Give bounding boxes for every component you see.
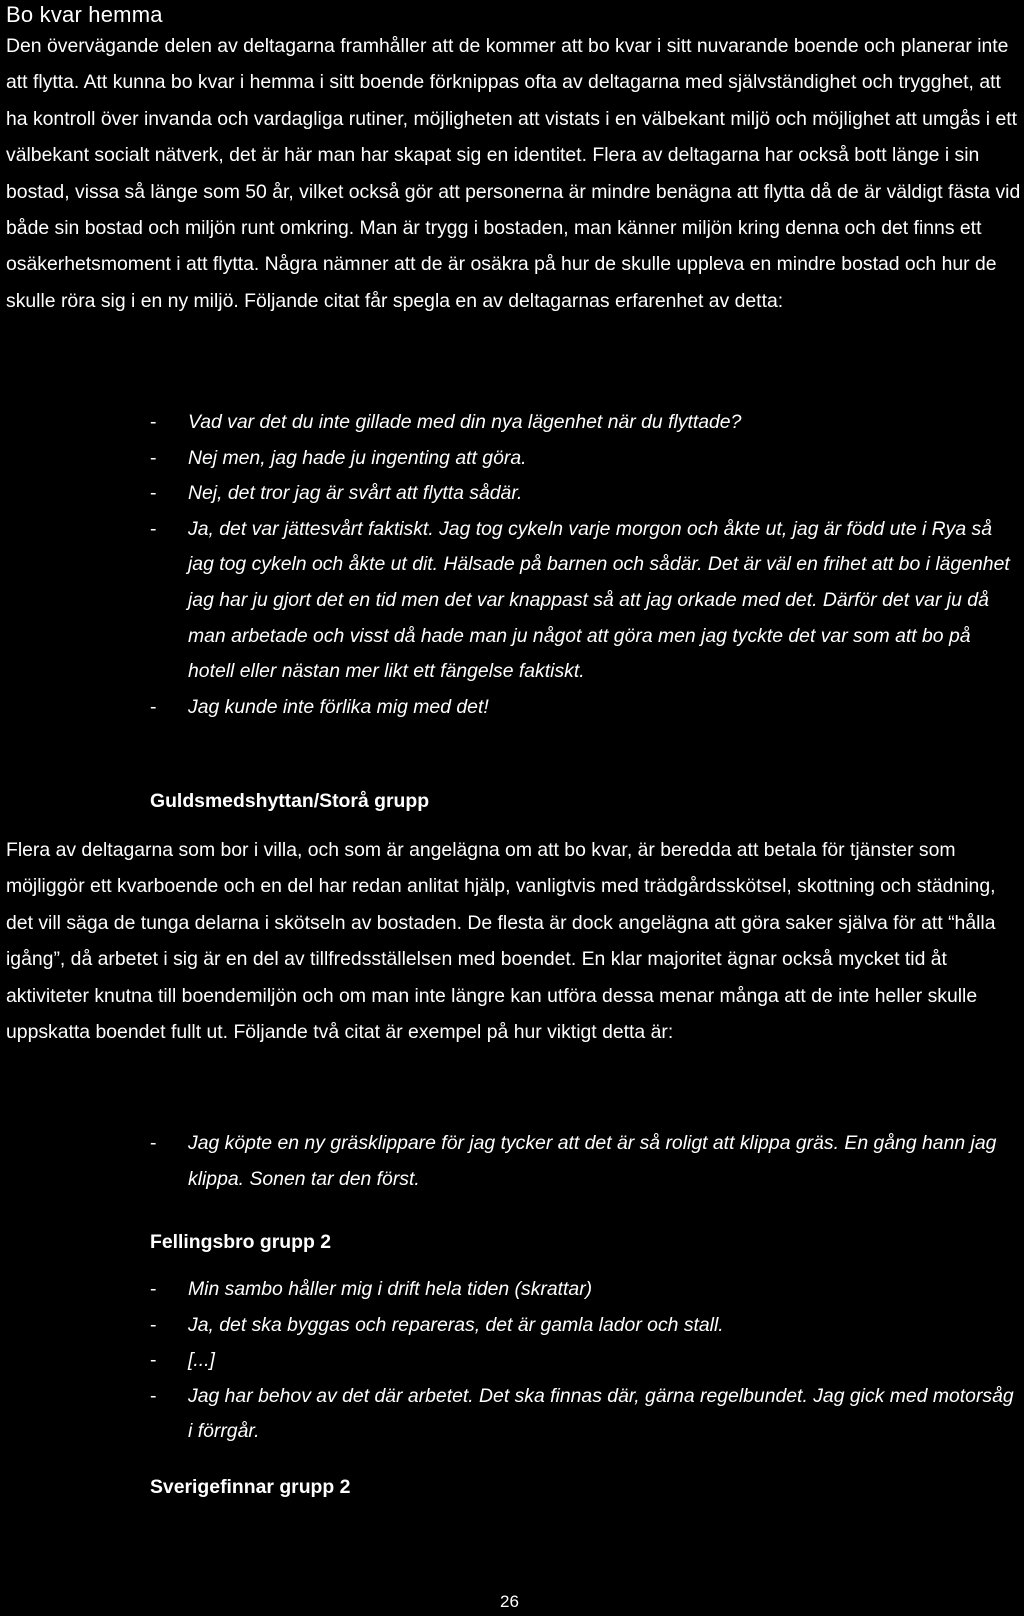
quote-list-1: [148, 405, 1018, 725]
quote-item: - Ja, det ska byggas och repareras, det är gamla lador och stall.: [148, 1308, 1018, 1344]
quote-item: - Nej, det tror jag är svårt att flytta sådär.: [148, 476, 1018, 512]
quote-list-3: [148, 1272, 1018, 1450]
body-paragraph-2: Flera av deltagarna som bor i villa, och som är angelägna om att bo kvar, är beredda att betala för tjänster som möjliggör ett kvarboende och en del har redan anlitat hjälp, vanligtvis med trädgårdsskötsel, skottning och städning, det vill säga de tunga delarna i skötseln av bostaden. De flesta är dock angelägna att göra saker själva för att “hålla igång”, då arbetet i sig är en del av tillfredsställelsen med boendet. En klar majoritet ägnar också mycket tid åt aktiviteter knutna till boendemiljön och om man inte längre kan utföra dessa menar många att de inte heller skulle uppskatta boendet fullt ut. Följande två citat är exempel på hur viktigt detta är:: [6, 839, 996, 1044]
quote-item: - Jag köpte en ny gräsklippare för jag tycker att det är så roligt att klippa gräs. En gång hann jag klippa. Sonen tar den först.: [148, 1126, 1018, 1197]
quote-item: - Ja, det var jättesvårt faktiskt. Jag tog cykeln varje morgon och åkte ut, jag är född ute i Rya så jag tog cykeln och åkte ut dit. Hälsade på barnen och sådär. Det är väl en frihet att bo i lägenhet jag har ju gjort det en tid men det var knappast så att jag orkade med det. Därför det var ju då man arbetade och visst då hade man ju något att göra men jag tyckte det var som att bo på hotell eller nästan mer likt ett fängelse faktiskt.: [148, 512, 1018, 690]
group-label-3: Sverigefinnar grupp 2: [150, 1476, 351, 1498]
section-heading: Bo kvar hemma: [6, 2, 163, 27]
body-paragraph-1: Den övervägande delen av deltagarna framhåller att de kommer att bo kvar i sitt nuvarande boende och planerar inte att flytta. Att kunna bo kvar i hemma i sitt boende förknippas ofta av deltagarna med självständighet och trygghet, att ha kontroll över invanda och vardagliga rutiner, möjligheten att vistats i en välbekant miljö och möjlighet att umgås i ett välbekant socialt nätverk, det är här man har skapat sig en identitet. Flera av deltagarna har också bott länge i sin bostad, vissa så länge som 50 år, vilket också gör att personerna är mindre benägna att flytta då de är väldigt fästa vid både sin bostad och miljön runt omkring. Man är trygg i bostaden, man känner miljön kring denna och det finns ett osäkerhetsmoment i att flytta. Några nämner att de är osäkra på hur de skulle uppleva en mindre bostad och hur de skulle röra sig i en ny miljö. Följande citat får spegla en av deltagarnas erfarenhet av detta:: [6, 35, 1021, 312]
quote-item: - Min sambo håller mig i drift hela tiden (skrattar): [148, 1272, 1018, 1308]
quote-item: - Nej men, jag hade ju ingenting att göra.: [148, 441, 1018, 477]
quote-list-2: [148, 1126, 1018, 1197]
quote-item: - Jag kunde inte förlika mig med det!: [148, 690, 1018, 726]
quote-item: - Vad var det du inte gillade med din nya lägenhet när du flyttade?: [148, 405, 1018, 441]
group-label-2: Fellingsbro grupp 2: [150, 1231, 331, 1253]
group-label-1: Guldsmedshyttan/Storå grupp: [150, 790, 430, 812]
page-number: 26: [500, 1592, 519, 1611]
quote-item: - Jag har behov av det där arbetet. Det ska finnas där, gärna regelbundet. Jag gick med motorsåg i förrgår.: [148, 1379, 1018, 1450]
quote-item: - [...]: [148, 1343, 1018, 1379]
